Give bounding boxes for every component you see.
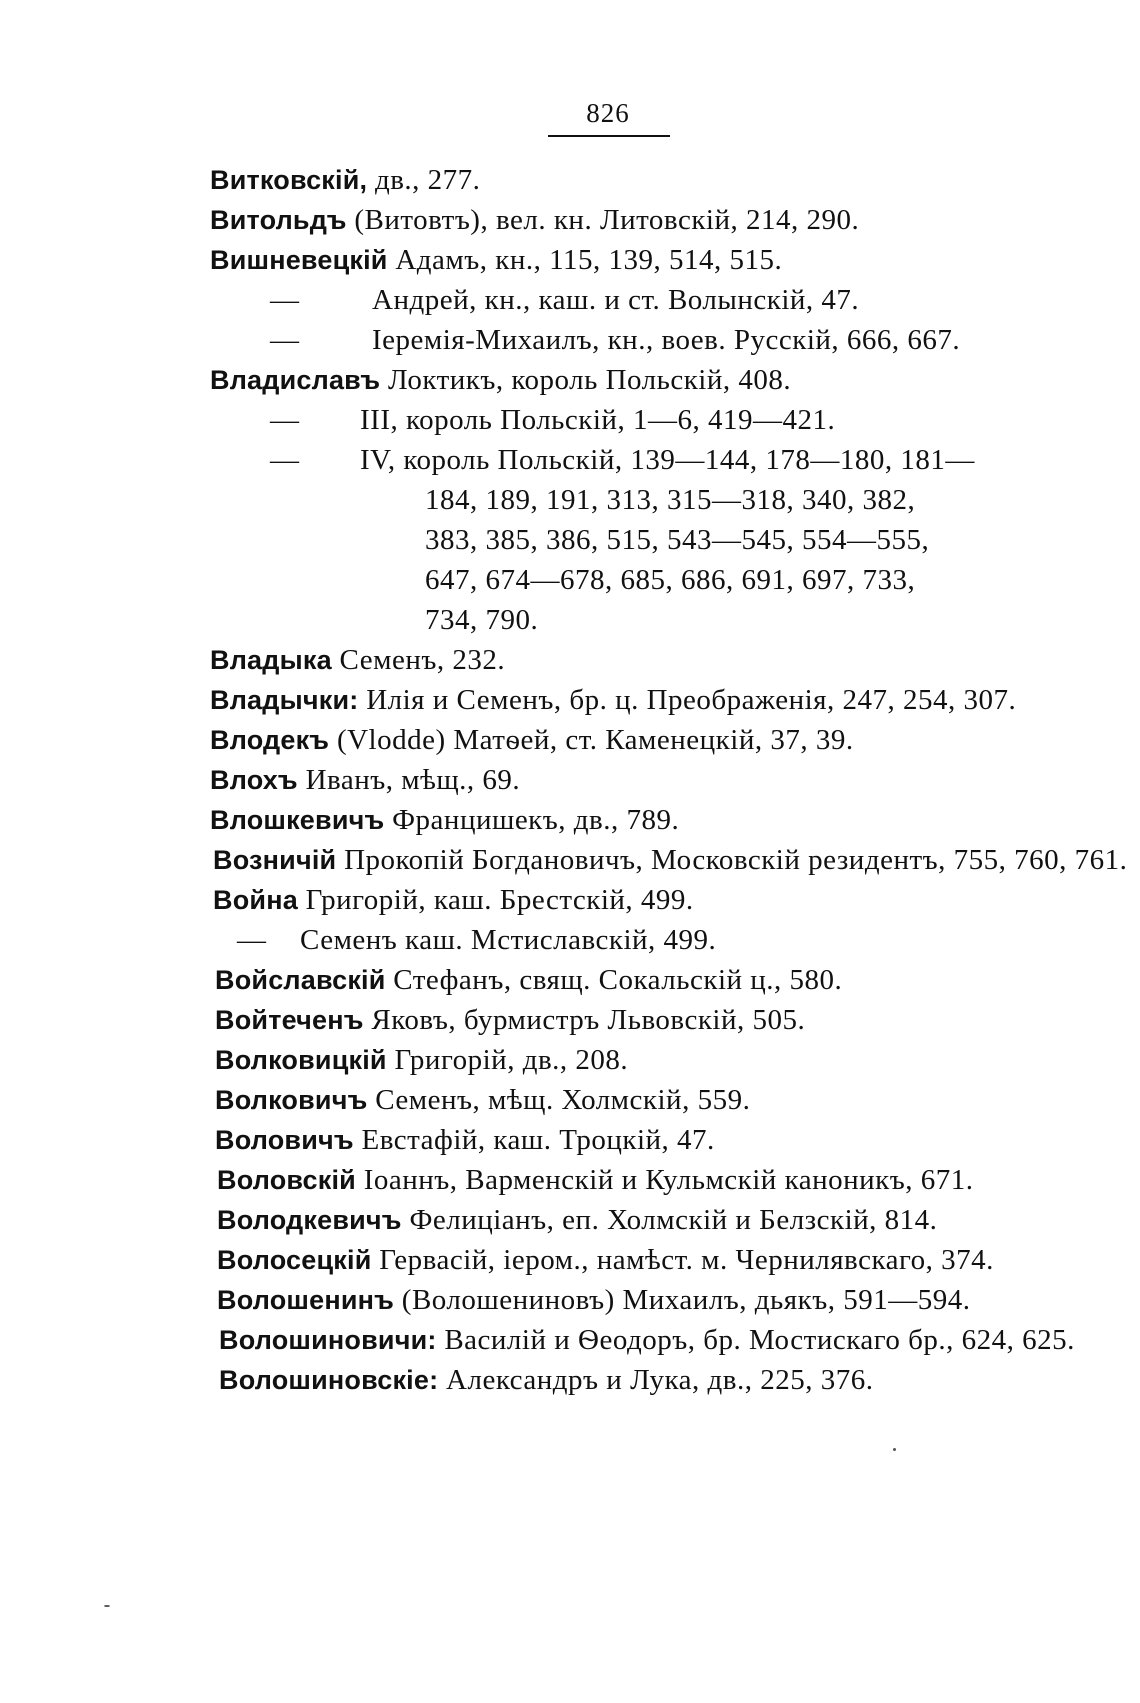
entry-head: Витковскій, [210, 165, 368, 195]
entry-head: Волковицкій [215, 1045, 387, 1075]
index-continuation: 734, 790. [425, 604, 539, 636]
entry-text: Яковъ, бурмистръ Львовскій, 505. [363, 1004, 806, 1036]
entry-head: Воловскій [217, 1165, 356, 1195]
index-entry [217, 1160, 974, 1200]
entry-head: Витольдъ [210, 205, 347, 235]
entry-text: Фелиціанъ, еп. Холмскій и Белзскій, 814. [401, 1204, 938, 1236]
entry-text: Василій и Ѳеодоръ, бр. Мостискаго бр., 624, 625. [436, 1324, 1075, 1356]
entry-text: Иванъ, мѣщ., 69. [297, 764, 521, 796]
index-entry [215, 960, 842, 1000]
entry-head: Владиславъ [210, 365, 381, 395]
entry-text: Григорій, дв., 208. [386, 1044, 629, 1076]
entry-text: (Волошениновъ) Михаилъ, дьякъ, 591—594. [394, 1284, 971, 1316]
entry-dash: — [270, 404, 299, 436]
entry-text: (Vlodde) Матѳей, ст. Каменецкій, 37, 39. [329, 724, 854, 756]
entry-head: Волосецкій [217, 1245, 372, 1275]
index-entry [217, 1280, 970, 1320]
entry-text: Григорій, каш. Брестскій, 499. [297, 884, 694, 916]
entry-head: Волошиновичи: [219, 1325, 437, 1355]
entry-text: Семенъ, 232. [331, 644, 506, 676]
index-entry [210, 760, 520, 800]
entry-head: Война [213, 885, 298, 915]
index-entry [210, 800, 679, 840]
scan-speck [104, 1605, 110, 1607]
entry-head: Волошенинъ [217, 1285, 395, 1315]
entry-text: Локтикъ, король Польскій, 408. [380, 364, 792, 396]
entry-head: Войславскій [215, 965, 386, 995]
index-subentry: Андрей, кн., каш. и ст. Волынскій, 47. [372, 284, 860, 316]
entry-head: Володкевичъ [217, 1205, 402, 1235]
index-entry [213, 840, 1127, 880]
index-entry [210, 360, 791, 400]
index-entry [210, 720, 854, 760]
index-entry [217, 1200, 937, 1240]
entry-head: Влодекъ [210, 725, 330, 755]
index-subentry: IV, король Польскій, 139—144, 178—180, 181— [360, 444, 975, 476]
index-subentry: Іеремія-Михаилъ, кн., воев. Русскій, 666, 667. [372, 324, 961, 356]
entry-head: Войтеченъ [215, 1005, 364, 1035]
index-entry [210, 240, 782, 280]
entry-text: Іоаннъ, Варменскій и Кульмскій каноникъ, 671. [355, 1164, 974, 1196]
entry-text: Гервасій, іером., намѣст. м. Чернилявскаго, 374. [371, 1244, 994, 1276]
entry-text: Прокопій Богдановичъ, Московскій резидентъ, 755, 760, 761. [336, 844, 1128, 876]
entry-head: Влошкевичъ [210, 805, 385, 835]
entry-head: Вишневецкій [210, 245, 388, 275]
entry-text: Илія и Семенъ, бр. ц. Преображенія, 247, 254, 307. [358, 684, 1017, 716]
index-entry [210, 160, 480, 200]
entry-dash: — [270, 444, 299, 476]
index-subentry: Семенъ каш. Мстиславскій, 499. [300, 924, 717, 956]
index-entry [213, 880, 694, 920]
entry-head: Волошиновскіе: [219, 1365, 439, 1395]
index-entry [210, 200, 859, 240]
index-entry [210, 640, 505, 680]
index-entry [210, 680, 1016, 720]
entry-dash: — [270, 324, 299, 356]
entry-head: Воловичъ [215, 1125, 354, 1155]
entry-head: Влохъ [210, 765, 298, 795]
page-number: 826 [586, 98, 630, 128]
index-entry [215, 1080, 750, 1120]
entry-text: (Витовтъ), вел. кн. Литовскій, 214, 290. [346, 204, 860, 236]
entry-head: Владычки: [210, 685, 359, 715]
entry-text: Александръ и Лука, дв., 225, 376. [438, 1364, 874, 1396]
index-continuation: 647, 674—678, 685, 686, 691, 697, 733, [425, 564, 916, 596]
entry-text: Семенъ, мѣщ. Холмскій, 559. [367, 1084, 751, 1116]
index-entry [215, 1120, 715, 1160]
index-entry [219, 1360, 874, 1400]
index-entry [217, 1240, 994, 1280]
entry-dash: — [270, 284, 299, 316]
page-number-rule [548, 135, 670, 137]
index-subentry: III, король Польскій, 1—6, 419—421. [360, 404, 836, 436]
entry-text: Францишекъ, дв., 789. [384, 804, 680, 836]
entry-head: Владыка [210, 645, 332, 675]
index-entry [215, 1000, 805, 1040]
index-entry [215, 1040, 628, 1080]
index-continuation: 184, 189, 191, 313, 315—318, 340, 382, [425, 484, 916, 516]
scan-speck [893, 1448, 896, 1451]
index-continuation: 383, 385, 386, 515, 543—545, 554—555, [425, 524, 930, 556]
index-entry [219, 1320, 1075, 1360]
entry-text: дв., 277. [367, 164, 481, 196]
entry-text: Адамъ, кн., 115, 139, 514, 515. [387, 244, 783, 276]
entry-text: Стефанъ, свящ. Сокальскій ц., 580. [385, 964, 843, 996]
entry-dash: — [237, 924, 266, 956]
entry-text: Евстафій, каш. Троцкій, 47. [353, 1124, 715, 1156]
entry-head: Возничій [213, 845, 337, 875]
entry-head: Волковичъ [215, 1085, 368, 1115]
